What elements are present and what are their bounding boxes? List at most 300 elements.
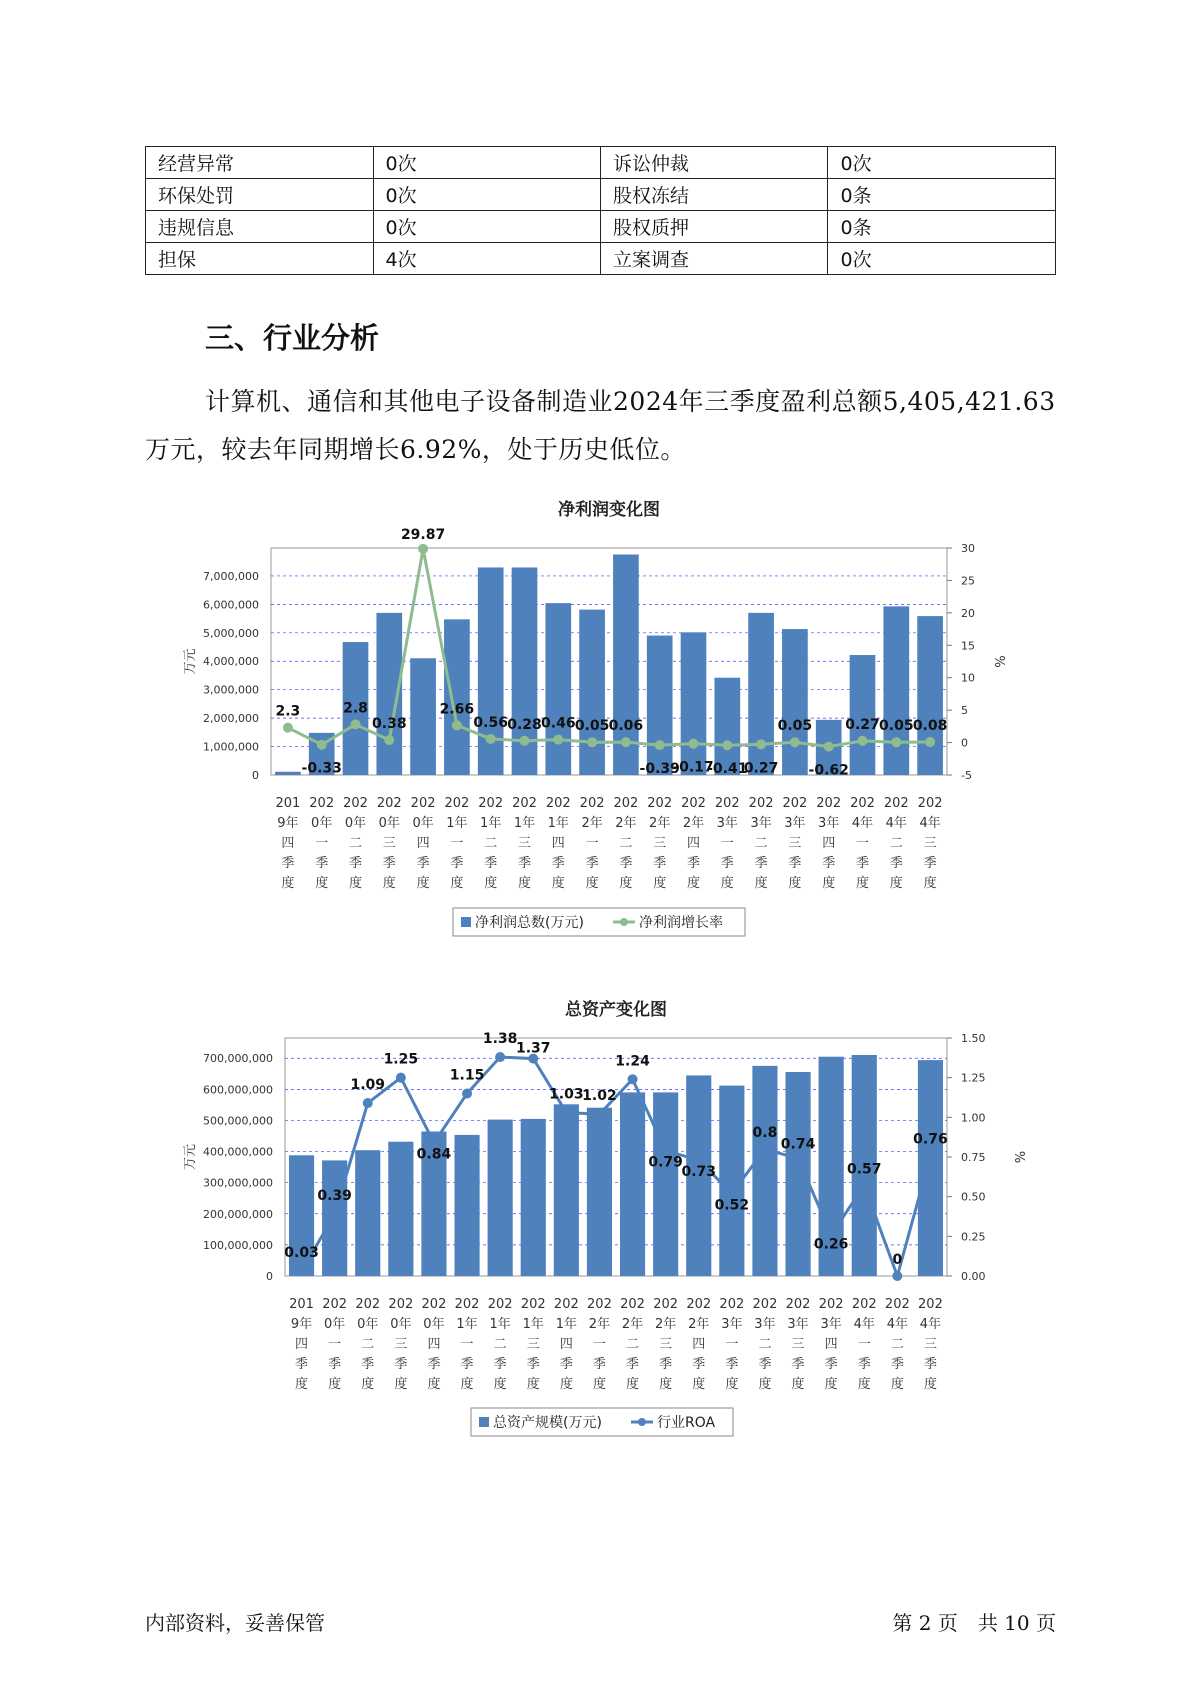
x-tick-label: 季 (493, 1357, 507, 1372)
x-tick-label: 季 (889, 856, 903, 871)
x-tick-label: 4年 (885, 816, 907, 831)
x-tick-label: 四 (692, 1337, 706, 1352)
x-tick-label: 四 (686, 836, 701, 851)
x-tick-label: 度 (857, 1377, 871, 1392)
x-tick-label: 202 (579, 796, 605, 811)
y2-tick-label: 15 (961, 639, 975, 653)
x-tick-label: 202 (520, 1297, 546, 1312)
y2-tick-label: 1.00 (961, 1111, 986, 1125)
x-tick-label: 2年 (615, 816, 637, 831)
risk-value: 4次 (373, 243, 600, 275)
line-point (790, 737, 800, 747)
x-tick-label: 4年 (851, 816, 874, 831)
line-point (561, 1108, 571, 1118)
x-tick-label: 度 (619, 876, 633, 891)
risk-value: 0次 (373, 147, 600, 179)
data-label: 2.66 (439, 701, 475, 718)
line-point (396, 1073, 406, 1083)
x-tick-label: 度 (788, 876, 802, 891)
x-tick-label: 度 (855, 876, 870, 891)
risk-value: 0条 (828, 211, 1056, 243)
y2-tick-label: 0.75 (961, 1151, 986, 1164)
x-tick-label: 度 (450, 876, 464, 891)
x-tick-label: 三 (517, 836, 532, 851)
line-point (824, 742, 834, 752)
risk-label: 违规信息 (146, 211, 374, 243)
y-tick-label: 600,000,000 (203, 1083, 273, 1097)
line-point (655, 740, 665, 750)
x-tick-label: 度 (824, 1377, 838, 1392)
x-tick-label: 季 (754, 856, 768, 871)
data-label: 2.8 (343, 700, 368, 717)
x-tick-label: 度 (692, 1377, 706, 1392)
line-point (621, 737, 631, 747)
x-tick-label: 202 (647, 796, 673, 811)
x-tick-label: 度 (626, 1377, 640, 1392)
risk-row (146, 211, 1056, 243)
y-tick-label: 7,000,000 (203, 569, 259, 583)
x-tick-label: 1年 (522, 1317, 544, 1332)
x-tick-label: 度 (653, 876, 667, 891)
x-tick-label: 202 (918, 1297, 943, 1312)
x-tick-label: 1年 (555, 1317, 577, 1332)
bar (785, 1072, 810, 1276)
bar (918, 1060, 943, 1276)
x-tick-label: 202 (444, 796, 470, 811)
risk-value: 0次 (828, 147, 1056, 179)
bar (883, 606, 909, 775)
bar (554, 1104, 579, 1276)
data-label: 0.06 (608, 718, 644, 735)
x-tick-label: 度 (460, 1377, 474, 1392)
x-tick-label: 季 (923, 1357, 937, 1372)
data-label: 1.03 (549, 1086, 584, 1103)
bar (647, 636, 673, 775)
x-tick-label: 二 (626, 1337, 640, 1352)
line-point (317, 740, 327, 750)
x-tick-label: 度 (686, 876, 701, 891)
x-tick-label: 202 (355, 1297, 381, 1312)
data-label: 0.8 (752, 1125, 778, 1142)
x-tick-label: 9年 (277, 816, 299, 831)
bar (521, 1119, 546, 1276)
x-tick-label: 202 (613, 796, 639, 811)
x-tick-label: 2年 (581, 816, 603, 831)
bar (355, 1150, 380, 1276)
x-tick-label: 季 (484, 856, 498, 871)
x-tick-label: 一 (328, 1337, 342, 1352)
y2-tick-label: 0.50 (961, 1190, 986, 1204)
bar (545, 603, 571, 775)
x-tick-label: 4年 (886, 1317, 908, 1332)
x-tick-label: 季 (295, 1357, 309, 1372)
y-tick-label: 700,000,000 (203, 1052, 273, 1066)
line-point (594, 1109, 604, 1119)
x-tick-label: 度 (484, 876, 498, 891)
data-label: -0.33 (301, 760, 342, 777)
bar (579, 610, 605, 775)
legend-line-marker (620, 918, 628, 926)
footer-page-number: 第 2 页 共 10 页 (892, 1611, 1056, 1635)
line-point (452, 720, 462, 730)
x-tick-label: 3年 (818, 816, 840, 831)
legend-bar-swatch (461, 917, 471, 927)
x-tick-label: 202 (884, 1297, 910, 1312)
risk-label: 立案调查 (600, 243, 828, 275)
x-tick-label: 201 (289, 1297, 314, 1312)
x-tick-label: 202 (653, 1297, 679, 1312)
x-tick-label: 季 (315, 856, 329, 871)
x-tick-label: 202 (343, 796, 368, 811)
x-tick-label: 1年 (513, 816, 536, 831)
x-tick-label: 一 (460, 1337, 474, 1352)
data-label: 0.74 (780, 1136, 816, 1153)
y2-axis-label: % (991, 655, 1006, 668)
x-tick-label: 季 (517, 856, 532, 871)
line-point (892, 1271, 902, 1281)
risk-row (146, 147, 1056, 179)
data-label: 0.05 (574, 718, 610, 735)
data-label: 0.39 (317, 1188, 352, 1205)
x-tick-label: 季 (857, 1357, 871, 1372)
data-label: 0.38 (372, 716, 407, 733)
x-tick-label: 季 (592, 1357, 606, 1372)
x-tick-label: 三 (788, 836, 802, 851)
x-tick-label: 度 (754, 876, 768, 891)
x-tick-label: 2年 (655, 1317, 677, 1332)
y-tick-label: 2,000,000 (203, 712, 259, 726)
data-label: 0.76 (913, 1131, 948, 1148)
x-tick-label: 二 (758, 1337, 772, 1352)
x-tick-label: 季 (758, 1357, 772, 1372)
x-tick-label: 0年 (344, 816, 367, 831)
x-tick-label: 三 (394, 1337, 408, 1352)
line-point (891, 737, 901, 747)
risk-label: 经营异常 (146, 147, 374, 179)
x-tick-label: 202 (309, 796, 335, 811)
line-point (384, 735, 394, 745)
y-tick-label: 4,000,000 (203, 655, 259, 669)
x-tick-label: 四 (822, 836, 836, 851)
x-tick-label: 1年 (489, 1317, 511, 1332)
x-tick-label: 度 (517, 876, 532, 891)
x-tick-label: 3年 (750, 816, 772, 831)
bar (444, 619, 470, 775)
x-tick-label: 202 (410, 796, 436, 811)
x-tick-label: 202 (322, 1297, 348, 1312)
x-tick-label: 度 (281, 876, 295, 891)
line-point (925, 1150, 935, 1160)
data-label: 0.84 (416, 1146, 452, 1163)
x-tick-label: 季 (585, 856, 599, 871)
data-label: 1.24 (615, 1053, 650, 1070)
data-label: 0 (892, 1252, 903, 1268)
x-tick-label: 季 (328, 1357, 342, 1372)
y-tick-label: 400,000,000 (203, 1145, 273, 1159)
x-tick-label: 季 (653, 856, 667, 871)
line-point (760, 1144, 770, 1154)
x-tick-label: 4年 (853, 1317, 875, 1332)
x-tick-label: 度 (328, 1377, 342, 1392)
x-tick-label: 202 (376, 796, 402, 811)
x-tick-label: 度 (923, 1377, 937, 1392)
x-tick-label: 0年 (378, 816, 400, 831)
x-tick-label: 202 (719, 1297, 745, 1312)
risk-label: 诉讼仲裁 (600, 147, 828, 179)
line-point (689, 739, 699, 749)
x-tick-label: 202 (512, 796, 537, 811)
x-tick-label: 202 (587, 1297, 612, 1312)
x-tick-label: 四 (295, 1337, 309, 1352)
risk-label: 股权质押 (600, 211, 828, 243)
x-tick-label: 二 (348, 836, 363, 851)
y2-tick-label: 1.25 (961, 1071, 986, 1085)
x-tick-label: 度 (551, 876, 565, 891)
x-tick-label: 季 (460, 1357, 474, 1372)
x-tick-label: 3年 (784, 816, 806, 831)
net-profit-chart (0, 495, 1191, 945)
x-tick-label: 3年 (787, 1317, 809, 1332)
line-point (553, 735, 563, 745)
x-tick-label: 二 (493, 1337, 507, 1352)
risk-label: 股权冻结 (600, 179, 828, 211)
y2-tick-label: 25 (961, 574, 975, 588)
bar (748, 613, 774, 775)
legend-line-label: 行业ROA (657, 1415, 716, 1431)
line-point (495, 1052, 505, 1062)
x-tick-label: 202 (818, 1297, 844, 1312)
y-tick-label: 0 (252, 769, 259, 782)
x-tick-label: 202 (782, 796, 808, 811)
line-point (520, 736, 530, 746)
x-tick-label: 202 (487, 1297, 513, 1312)
bar (410, 658, 436, 775)
x-tick-label: 2年 (682, 816, 705, 831)
x-tick-label: 三 (659, 1337, 673, 1352)
x-tick-label: 一 (585, 836, 599, 851)
x-tick-label: 0年 (311, 816, 333, 831)
data-label: 0.57 (846, 1161, 882, 1178)
x-tick-label: 度 (526, 1377, 540, 1392)
x-tick-label: 度 (758, 1377, 772, 1392)
x-tick-label: 三 (526, 1337, 540, 1352)
bar (454, 1135, 479, 1276)
x-tick-label: 202 (388, 1297, 414, 1312)
y2-tick-label: 0 (961, 736, 968, 750)
x-tick-label: 四 (559, 1337, 573, 1352)
x-tick-label: 3年 (754, 1317, 776, 1332)
x-tick-label: 3年 (716, 816, 738, 831)
x-tick-label: 202 (752, 1297, 778, 1312)
x-tick-label: 度 (720, 876, 734, 891)
bar (587, 1108, 612, 1276)
x-tick-label: 季 (526, 1357, 540, 1372)
y-tick-label: 500,000,000 (203, 1114, 273, 1128)
risk-value: 0条 (828, 179, 1056, 211)
line-point (722, 740, 732, 750)
bar (275, 772, 301, 775)
x-tick-label: 度 (394, 1377, 408, 1392)
x-tick-label: 202 (850, 796, 875, 811)
x-tick-label: 季 (551, 856, 565, 871)
x-tick-label: 202 (686, 1297, 712, 1312)
x-tick-label: 202 (620, 1297, 645, 1312)
footer-confidential: 内部资料，妥善保管 (145, 1611, 325, 1635)
x-tick-label: 202 (917, 796, 943, 811)
bar (681, 632, 707, 775)
x-tick-label: 季 (659, 1357, 673, 1372)
x-tick-label: 3年 (820, 1317, 842, 1332)
x-tick-label: 202 (714, 796, 740, 811)
x-tick-label: 202 (816, 796, 842, 811)
x-tick-label: 季 (923, 856, 937, 871)
data-label: 0.52 (714, 1197, 750, 1214)
y-tick-label: 300,000,000 (203, 1176, 273, 1190)
bar (488, 1120, 513, 1276)
legend-bar-label: 总资产规模(万元) (493, 1415, 602, 1431)
x-tick-label: 0年 (390, 1317, 412, 1332)
data-label: 0.08 (912, 718, 948, 735)
line-point (859, 1181, 869, 1191)
y-tick-label: 1,000,000 (203, 740, 259, 754)
x-tick-label: 度 (348, 876, 363, 891)
risk-value: 0次 (828, 243, 1056, 275)
x-tick-label: 一 (450, 836, 464, 851)
data-label: 0.56 (473, 714, 508, 731)
x-tick-label: 202 (454, 1297, 480, 1312)
line-point (283, 723, 293, 733)
line-point (858, 736, 868, 746)
x-tick-label: 度 (585, 876, 599, 891)
x-tick-label: 202 (421, 1297, 447, 1312)
y2-tick-label: -5 (961, 769, 972, 782)
x-tick-label: 季 (788, 856, 802, 871)
x-tick-label: 季 (626, 1357, 640, 1372)
data-label: 0.05 (777, 718, 813, 735)
x-tick-label: 度 (725, 1377, 739, 1392)
x-tick-label: 2年 (588, 1317, 611, 1332)
bar (653, 1092, 678, 1276)
x-tick-label: 4年 (919, 816, 941, 831)
data-label: 2.3 (275, 703, 301, 720)
y-tick-label: 0 (266, 1270, 273, 1283)
industry-summary: 计算机、通信和其他电子设备制造业2024年三季度盈利总额5,405,421.63万元，较去年同期增长6.92%，处于历史低位。 (145, 387, 1056, 464)
x-tick-label: 季 (855, 856, 870, 871)
total-assets-chart (0, 995, 1191, 1445)
x-tick-label: 三 (791, 1337, 805, 1352)
line-point (756, 739, 766, 749)
x-tick-label: 4年 (919, 1317, 942, 1332)
x-tick-label: 度 (295, 1377, 309, 1392)
x-tick-label: 度 (659, 1377, 673, 1392)
x-tick-label: 度 (890, 1377, 904, 1392)
bar (388, 1142, 413, 1276)
x-tick-label: 季 (361, 1357, 375, 1372)
data-label: 0.27 (743, 760, 779, 777)
x-tick-label: 0年 (324, 1317, 346, 1332)
y-tick-label: 5,000,000 (203, 626, 259, 640)
x-tick-label: 1年 (547, 816, 569, 831)
x-tick-label: 202 (748, 796, 774, 811)
chart-title: 总资产变化图 (565, 1000, 667, 1020)
x-tick-label: 度 (923, 876, 937, 891)
data-label: 29.87 (400, 526, 446, 543)
line-point (418, 544, 428, 554)
x-tick-label: 季 (725, 1357, 739, 1372)
x-tick-label: 0年 (357, 1317, 379, 1332)
data-label: 1.02 (582, 1088, 617, 1105)
y2-tick-label: 30 (961, 542, 975, 555)
x-tick-label: 0年 (412, 816, 434, 831)
x-tick-label: 季 (394, 1357, 408, 1372)
x-tick-label: 一 (725, 1337, 739, 1352)
y-tick-label: 100,000,000 (203, 1238, 273, 1252)
x-tick-label: 度 (592, 1377, 606, 1392)
x-tick-label: 度 (889, 876, 903, 891)
x-tick-label: 度 (361, 1377, 375, 1392)
x-tick-label: 202 (883, 796, 909, 811)
x-tick-label: 二 (754, 836, 768, 851)
legend-bar-label: 净利润总数(万元) (475, 915, 584, 931)
x-tick-label: 四 (427, 1337, 441, 1352)
x-tick-label: 度 (315, 876, 329, 891)
x-tick-label: 季 (824, 1357, 838, 1372)
x-tick-label: 季 (692, 1357, 706, 1372)
data-label: 1.15 (449, 1067, 485, 1084)
y2-tick-label: 5 (961, 704, 968, 718)
x-tick-label: 一 (592, 1337, 606, 1352)
x-tick-label: 三 (923, 1337, 937, 1352)
x-tick-label: 度 (493, 1377, 507, 1392)
y2-axis-label: % (1011, 1150, 1026, 1164)
data-label: 1.37 (515, 1040, 551, 1057)
line-point (351, 719, 361, 729)
x-tick-label: 季 (619, 856, 633, 871)
x-tick-label: 度 (427, 1377, 441, 1392)
data-label: 1.25 (383, 1051, 419, 1068)
x-tick-label: 季 (281, 856, 295, 871)
legend-line-marker (638, 1418, 646, 1426)
x-tick-label: 1年 (456, 1317, 478, 1332)
x-tick-label: 一 (720, 836, 734, 851)
line-point (330, 1209, 340, 1219)
x-tick-label: 二 (484, 836, 498, 851)
data-label: 0.03 (284, 1245, 319, 1262)
x-tick-label: 季 (427, 1357, 441, 1372)
x-tick-label: 202 (478, 796, 504, 811)
risk-row (146, 243, 1056, 275)
data-label: 0.05 (879, 718, 914, 735)
y2-tick-label: 10 (961, 671, 975, 685)
bar (917, 616, 943, 775)
x-tick-label: 季 (559, 1357, 573, 1372)
x-tick-label: 四 (551, 836, 565, 851)
data-label: 1.38 (482, 1031, 518, 1048)
x-tick-label: 度 (559, 1377, 573, 1392)
x-tick-label: 1年 (480, 816, 502, 831)
x-tick-label: 202 (851, 1297, 877, 1312)
line-point (587, 737, 597, 747)
data-label: -0.62 (808, 762, 849, 779)
line-point (486, 734, 496, 744)
y2-tick-label: 0.25 (961, 1230, 986, 1244)
x-tick-label: 四 (281, 836, 295, 851)
x-tick-label: 2年 (688, 1317, 710, 1332)
x-tick-label: 一 (857, 1337, 871, 1352)
y-tick-label: 3,000,000 (203, 683, 259, 697)
chart-title: 净利润变化图 (558, 500, 660, 520)
data-label: -0.17 (673, 759, 714, 776)
